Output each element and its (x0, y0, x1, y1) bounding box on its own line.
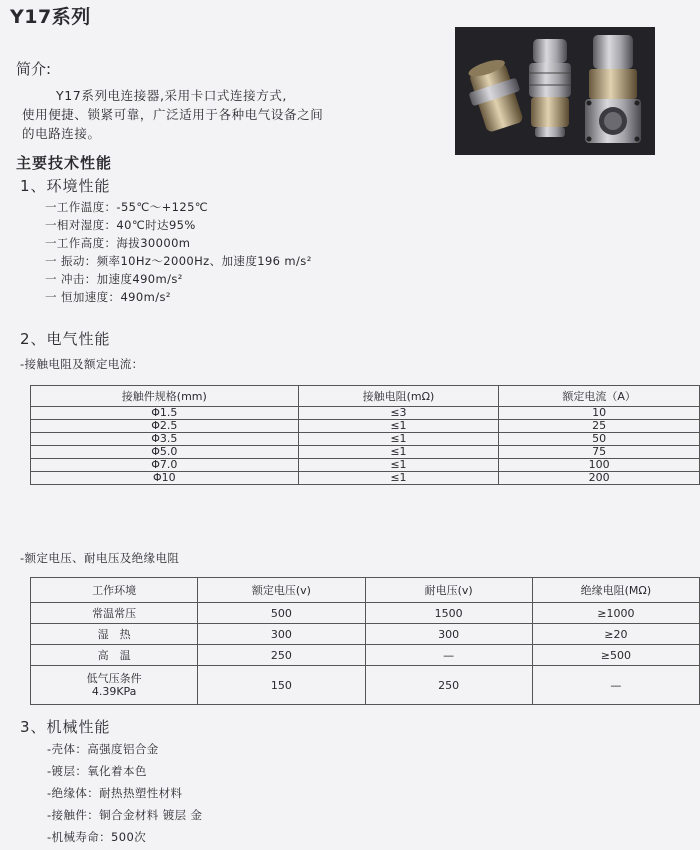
env-spec-item: 一 振动：频率10Hz～2000Hz、加速度196 m/s² (45, 254, 312, 268)
table-cell: ≥1000 (532, 603, 699, 624)
table-cell: 250 (198, 645, 365, 666)
table-cell: Φ1.5 (31, 407, 299, 420)
mech-spec-item: -壳体：高强度铝合金 (47, 742, 159, 756)
env-spec-item: 一工作温度：-55℃～+125℃ (45, 200, 209, 214)
env-section-heading: 1、环境性能 (20, 177, 111, 195)
table-cell: — (365, 645, 532, 666)
table-header-cell: 绝缘电阻(MΩ) (532, 578, 699, 603)
table-cell: ≤3 (298, 407, 499, 420)
table-cell: 300 (198, 624, 365, 645)
table-cell: ≥500 (532, 645, 699, 666)
elec-section-heading: 2、电气性能 (20, 330, 111, 348)
table-cell: 250 (365, 666, 532, 705)
table-cell: Φ7.0 (31, 459, 299, 472)
intro-text-line: 的电路连接。 (22, 126, 101, 141)
mech-section-heading: 3、机械性能 (20, 718, 111, 736)
mech-spec-item: -接触件：铜合金材料 镀层 金 (47, 808, 203, 822)
table-cell: Φ3.5 (31, 433, 299, 446)
table-cell: 25 (499, 420, 700, 433)
table-cell: — (532, 666, 699, 705)
table-cell: 高 温 (31, 645, 198, 666)
table-cell: 50 (499, 433, 700, 446)
contact-resistance-subheading: -接触电阻及额定电流： (20, 357, 144, 371)
table-cell: 1500 (365, 603, 532, 624)
table-cell: 300 (365, 624, 532, 645)
table-header-cell: 接触电阻(mΩ) (298, 386, 499, 407)
intro-text-line: 使用便捷、锁紧可靠，广泛适用于各种电气设备之间 (22, 107, 324, 122)
mech-spec-item: -绝缘体：耐热热塑性材料 (47, 786, 183, 800)
table-cell: 200 (499, 472, 700, 485)
table-cell: Φ5.0 (31, 446, 299, 459)
table-cell: 150 (198, 666, 365, 705)
table-cell: 100 (499, 459, 700, 472)
table-cell: Φ2.5 (31, 420, 299, 433)
table-cell: Φ10 (31, 472, 299, 485)
table-header-cell: 额定电压(v) (198, 578, 365, 603)
table-row (31, 666, 700, 705)
table-cell: ≤1 (298, 472, 499, 485)
table-row (31, 459, 700, 472)
connector-product-photo (455, 27, 655, 155)
table-row (31, 420, 700, 433)
voltage-insulation-subheading: -额定电压、耐电压及绝缘电阻 (20, 551, 180, 565)
table-header-row (31, 578, 700, 603)
env-spec-item: 一工作高度：海拔30000m (45, 236, 191, 250)
table-header-cell: 工作环境 (31, 578, 198, 603)
main-specs-heading: 主要技术性能 (16, 154, 113, 172)
table-cell: ≥20 (532, 624, 699, 645)
intro-text-line: Y17系列电连接器,采用卡口式连接方式, (56, 88, 287, 103)
table-cell: 10 (499, 407, 700, 420)
table-row (31, 433, 700, 446)
table-cell: ≤1 (298, 433, 499, 446)
table-header-cell: 接触件规格(mm) (31, 386, 299, 407)
mech-spec-item: -镀层：氧化着本色 (47, 764, 147, 778)
table-cell: ≤1 (298, 459, 499, 472)
contact-resistance-table (30, 385, 700, 485)
table-cell: 湿 热 (31, 624, 198, 645)
table-cell: ≤1 (298, 420, 499, 433)
table-cell: 常温常压 (31, 603, 198, 624)
mech-spec-item: -机械寿命：500次 (47, 830, 147, 844)
table-row (31, 645, 700, 666)
table-row (31, 446, 700, 459)
env-spec-item: 一 冲击：加速度490m/s² (45, 272, 183, 286)
env-spec-item: 一相对湿度：40℃时达95% (45, 218, 196, 232)
table-row (31, 407, 700, 420)
intro-heading: 简介: (16, 60, 52, 78)
table-cell: 75 (499, 446, 700, 459)
table-cell: 低气压条件 4.39KPa (31, 666, 198, 705)
page-title: Y17系列 (10, 6, 91, 28)
table-cell: ≤1 (298, 446, 499, 459)
table-cell: 500 (198, 603, 365, 624)
voltage-insulation-table (30, 577, 700, 705)
table-row (31, 624, 700, 645)
connector-illustration (455, 27, 655, 155)
table-header-cell: 额定电流（A） (499, 386, 700, 407)
table-header-row (31, 386, 700, 407)
table-row (31, 472, 700, 485)
table-header-cell: 耐电压(v) (365, 578, 532, 603)
env-spec-item: 一 恒加速度：490m/s² (45, 290, 171, 304)
table-row (31, 603, 700, 624)
